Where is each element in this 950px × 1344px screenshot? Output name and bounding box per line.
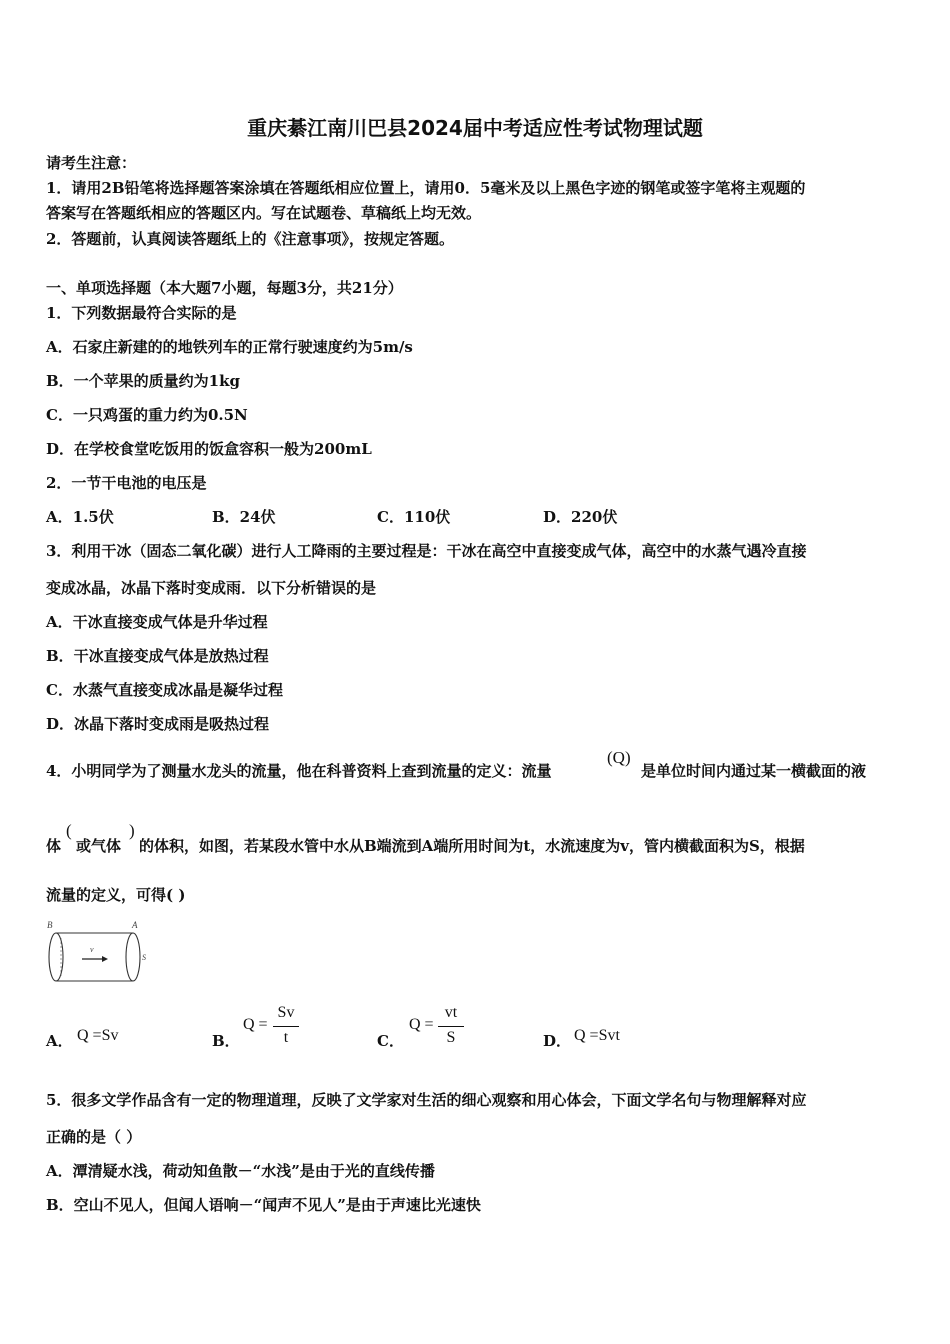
q3-option-d: D．冰晶下落时变成雨是吸热过程 bbox=[46, 715, 270, 733]
q1-option-c: C．一只鸡蛋的重力约为0.5N bbox=[46, 406, 248, 424]
q4-q-symbol: (Q) bbox=[607, 748, 631, 767]
notice-item-2: 2．答题前，认真阅读答题纸上的《注意事项》，按规定答题。 bbox=[46, 230, 454, 248]
q4-option-a-expr: Q =Sv bbox=[77, 1027, 119, 1044]
notice-heading: 请考生注意： bbox=[46, 154, 137, 172]
q2-option-a: A．1.5伏 bbox=[46, 508, 114, 526]
q3-stem-line-2: 变成冰晶，冰晶下落时变成雨．以下分析错误的是 bbox=[46, 579, 377, 597]
q4-option-c-numerator: vt bbox=[444, 1004, 458, 1021]
q4-stem-line-1a: 4．小明同学为了测量水龙头的流量，他在科普资料上查到流量的定义：流量 bbox=[46, 762, 552, 780]
q4-option-c-lhs: Q = bbox=[409, 1016, 434, 1033]
q4-option-b-denominator: t bbox=[283, 1029, 289, 1046]
fraction-bar bbox=[273, 1026, 299, 1027]
pipe-end-b bbox=[49, 933, 63, 981]
q4-option-c-denominator: S bbox=[446, 1029, 456, 1046]
q3-stem-line-1: 3．利用干冰（固态二氧化碳）进行人工降雨的主要过程是：干冰在高空中直接变成气体，高空中的水蒸气遇冷直接 bbox=[46, 542, 807, 560]
q4-option-c-fraction bbox=[437, 1004, 465, 1048]
figure-label-a: A bbox=[132, 920, 138, 930]
notice-item-1-line-2: 答案写在答题纸相应的答题区内。写在试题卷、草稿纸上均无效。 bbox=[46, 204, 482, 222]
q5-stem-line-1: 5．很多文学作品含有一定的物理道理，反映了文学家对生活的细心观察和用心体会，下面文学名句与物理解释对应 bbox=[46, 1091, 807, 1109]
q4-paren-close: ) bbox=[129, 821, 135, 840]
q1-stem: 1．下列数据最符合实际的是 bbox=[46, 304, 237, 322]
figure-label-s: S bbox=[142, 953, 146, 962]
q2-stem: 2．一节干电池的电压是 bbox=[46, 474, 207, 492]
q3-option-c: C．水蒸气直接变成冰晶是凝华过程 bbox=[46, 681, 283, 699]
q5-stem-line-2: 正确的是（ ） bbox=[46, 1128, 142, 1146]
q4-option-b-numerator: Sv bbox=[277, 1004, 295, 1021]
q1-option-b: B．一个苹果的质量约为1kg bbox=[46, 372, 240, 390]
q3-option-b: B．干冰直接变成气体是放热过程 bbox=[46, 647, 269, 665]
q1-option-d: D．在学校食堂吃饭用的饭盒容积一般为200mL bbox=[46, 440, 372, 458]
q2-option-d: D．220伏 bbox=[543, 508, 618, 526]
fraction-bar bbox=[438, 1026, 464, 1027]
flow-arrow-head bbox=[102, 956, 108, 962]
q4-stem-line-2b: 或气体 bbox=[76, 837, 122, 855]
pipe-end-a bbox=[126, 933, 140, 981]
q4-option-d-label: D． bbox=[543, 1032, 572, 1050]
q4-paren-open: ( bbox=[66, 821, 72, 840]
page-title: 重庆綦江南川巴县2024届中考适应性考试物理试题 bbox=[247, 116, 703, 140]
q4-option-b-label: B． bbox=[212, 1032, 240, 1050]
q2-option-b: B．24伏 bbox=[212, 508, 276, 526]
q4-option-a-label: A． bbox=[46, 1032, 73, 1050]
q4-option-b-lhs: Q = bbox=[243, 1016, 268, 1033]
q4-option-d-expr: Q =Svt bbox=[574, 1027, 620, 1044]
q5-option-a: A．潭清疑水浅，荷动知鱼散－“水浅”是由于光的直线传播 bbox=[46, 1162, 435, 1180]
q4-stem-line-2c: 的体积，如图，若某段水管中水从B端流到A端所用时间为t，水流速度为v，管内横截面积为S，根据 bbox=[139, 837, 805, 855]
q5-option-b: B．空山不见人，但闻人语响－“闻声不见人”是由于声速比光速快 bbox=[46, 1196, 481, 1214]
notice-item-1-line-1: 1．请用2B铅笔将选择题答案涂填在答题纸相应位置上，请用0．5毫米及以上黑色字迹的钢笔或签字笔将主观题的 bbox=[46, 179, 806, 197]
pipe-figure bbox=[44, 918, 156, 984]
figure-label-b: B bbox=[47, 920, 53, 930]
q4-stem-line-2a: 体 bbox=[46, 837, 62, 855]
q2-option-c: C．110伏 bbox=[377, 508, 451, 526]
q4-option-c-label: C． bbox=[377, 1032, 404, 1050]
q3-option-a: A．干冰直接变成气体是升华过程 bbox=[46, 613, 268, 631]
q4-stem-line-3: 流量的定义，可得( ) bbox=[46, 886, 186, 904]
section-heading: 一、单项选择题（本大题7小题，每题3分，共21分） bbox=[46, 279, 403, 297]
q4-option-b-fraction bbox=[272, 1004, 300, 1048]
q4-stem-line-1b: 是单位时间内通过某一横截面的液 bbox=[641, 762, 867, 780]
figure-label-v: v bbox=[90, 945, 94, 954]
q1-option-a: A．石家庄新建的的地铁列车的正常行驶速度约为5m/s bbox=[46, 338, 413, 356]
